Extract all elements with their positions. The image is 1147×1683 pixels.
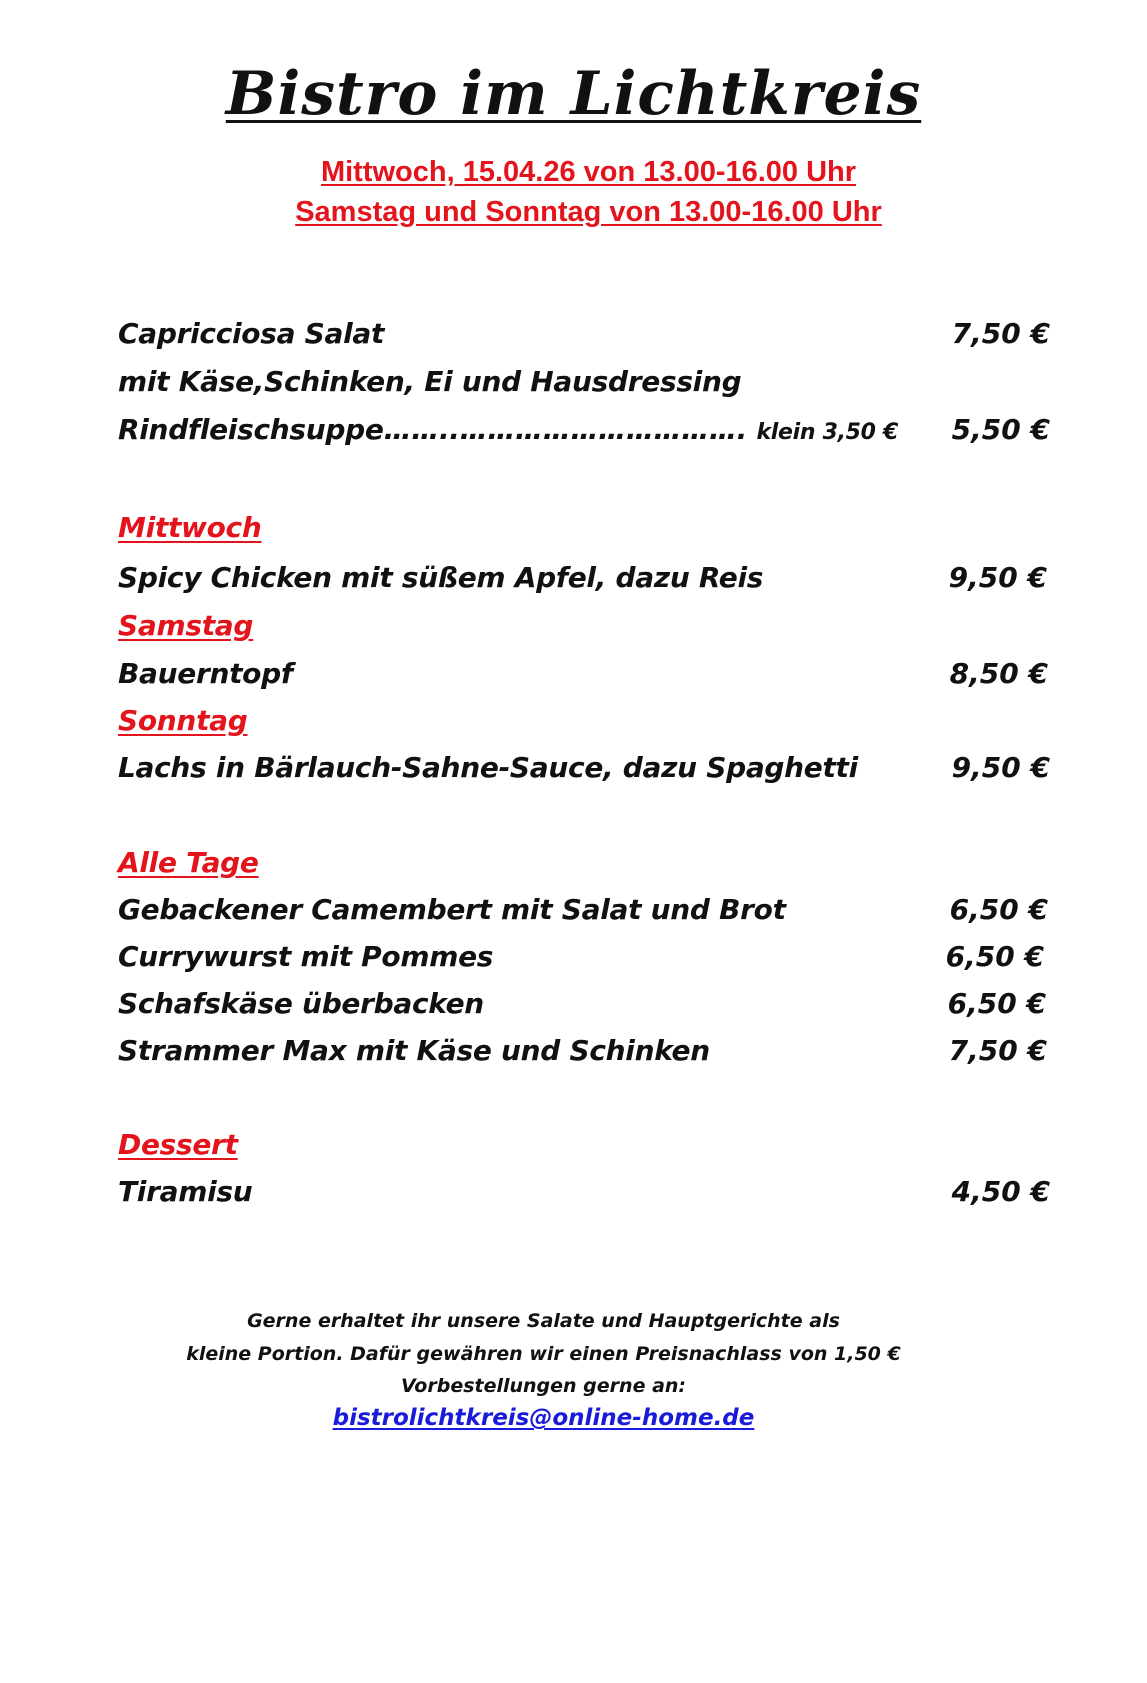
heading-dessert: Dessert <box>118 1128 238 1161</box>
menu-item-schafskaese: Schafskäse überbacken <box>118 987 484 1020</box>
menu-item-soup <box>118 412 898 451</box>
heading-samstag: Samstag <box>118 609 254 642</box>
opening-hours-weekend: Samstag und Sonntag von 13.00-16.00 Uhr <box>295 196 882 228</box>
price-schafskaese: 6,50 € <box>947 987 1046 1020</box>
page-title: Bistro im Lichtkreis <box>225 59 922 129</box>
menu-item-salad: Capricciosa Salat <box>118 317 385 350</box>
price-sonntag: 9,50 € <box>951 751 1050 784</box>
opening-hours-wednesday: Mittwoch, 15.04.26 von 13.00-16.00 Uhr <box>320 156 857 188</box>
heading-mittwoch: Mittwoch <box>118 511 262 544</box>
price-mittwoch: 9,50 € <box>948 561 1047 594</box>
heading-alle-tage: Alle Tage <box>118 846 259 879</box>
soup-small-price: klein 3,50 € <box>756 420 899 445</box>
price-tiramisu: 4,50 € <box>951 1175 1050 1208</box>
price-strammer-max: 7,50 € <box>948 1034 1047 1067</box>
soup-name: Rindfleischsuppe……..…………………………. <box>118 413 747 446</box>
menu-item-salad-description: mit Käse,Schinken, Ei und Hausdressing <box>118 365 742 398</box>
footer-note-line2: kleine Portion. Dafür gewähren wir einen Preisnachlass von 1,50 € <box>186 1343 901 1365</box>
heading-sonntag: Sonntag <box>118 704 248 737</box>
menu-item-currywurst: Currywurst mit Pommes <box>118 940 494 973</box>
menu-item-mittwoch: Spicy Chicken mit süßem Apfel, dazu Reis <box>118 561 764 594</box>
contact-email-link[interactable]: bistrolichtkreis@online-home.de <box>332 1405 755 1431</box>
price-samstag: 8,50 € <box>949 657 1048 690</box>
menu-item-samstag: Bauerntopf <box>118 657 293 690</box>
menu-item-sonntag: Lachs in Bärlauch-Sahne-Sauce, dazu Spaghetti <box>118 751 858 784</box>
price-soup: 5,50 € <box>951 413 1050 446</box>
menu-item-camembert: Gebackener Camembert mit Salat und Brot <box>118 893 786 926</box>
menu-item-tiramisu: Tiramisu <box>118 1175 253 1208</box>
price-salad: 7,50 € <box>951 317 1050 350</box>
footer-note-line3: Vorbestellungen gerne an: <box>400 1375 687 1397</box>
footer-note-line1: Gerne erhaltet ihr unsere Salate und Hauptgerichte als <box>247 1310 840 1332</box>
menu-item-strammer-max: Strammer Max mit Käse und Schinken <box>118 1034 710 1067</box>
price-camembert: 6,50 € <box>949 893 1048 926</box>
price-currywurst: 6,50 € <box>945 940 1044 973</box>
